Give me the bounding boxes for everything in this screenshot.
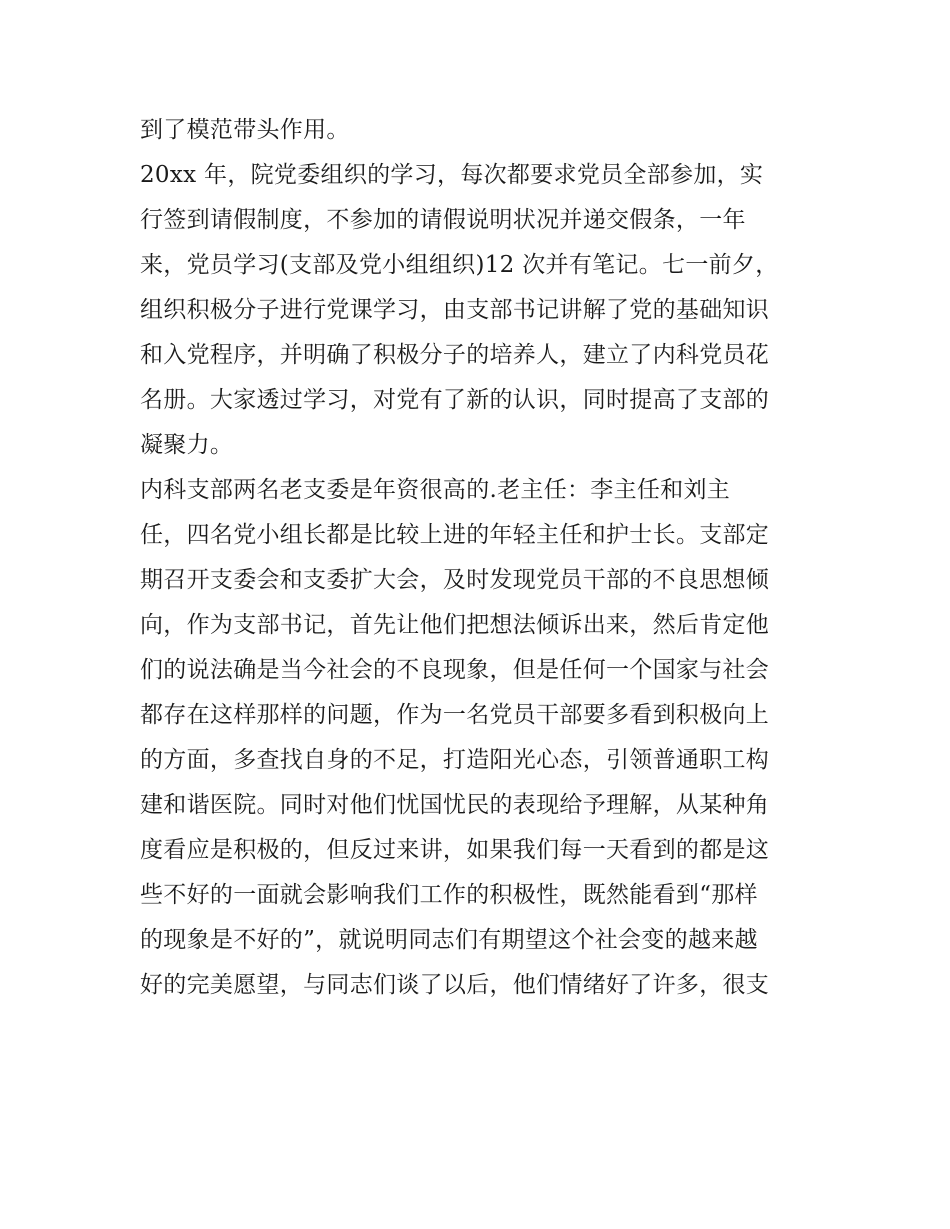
body-text [140,108,820,1008]
text-line: 期召开支委会和支委扩大会，及时发现党员干部的不良思想倾 [140,567,770,593]
text-line: 任，四名党小组长都是比较上进的年轻主任和护士长。支部定 [140,522,770,548]
text-line: 们的说法确是当今社会的不良现象，但是任何一个国家与社会 [140,657,770,683]
text-line: 20xx 年，院党委组织的学习，每次都要求党员全部参加，实 [140,162,764,188]
text-line: 都存在这样那样的问题，作为一名党员干部要多看到积极向上 [140,702,770,728]
text-line: 好的完美愿望，与同志们谈了以后，他们情绪好了许多，很支 [140,972,770,998]
text-line: 到了模范带头作用。 [140,117,350,143]
text-line: 和入党程序，并明确了积极分子的培养人，建立了内科党员花 [140,342,770,368]
text-line: 行签到请假制度，不参加的请假说明状况并递交假条，一年 [140,207,746,233]
text-line: 的现象是不好的”，就说明同志们有期望这个社会变的越来越 [140,927,758,953]
text-line: 内科支部两名老支委是年资很高的.老主任：李主任和刘主 [140,477,731,503]
text-line: 凝聚力。 [140,432,234,458]
text-line: 度看应是积极的，但反过来讲，如果我们每一天看到的都是这 [140,837,770,863]
text-line: 建和谐医院。同时对他们忧国忧民的表现给予理解，从某种角 [140,792,770,818]
text-line: 些不好的一面就会影响我们工作的积极性，既然能看到“那样 [140,882,758,908]
text-line: 向，作为支部书记，首先让他们把想法倾诉出来，然后肯定他 [140,612,770,638]
text-line: 来，党员学习(支部及党小组组织)12 次并有笔记。七一前夕， [140,252,779,278]
text-line: 组织积极分子进行党课学习，由支部书记讲解了党的基础知识 [140,297,770,323]
text-line: 名册。大家透过学习，对党有了新的认识，同时提高了支部的 [140,387,770,413]
text-line: 的方面，多查找自身的不足，打造阳光心态，引领普通职工构 [140,747,770,773]
